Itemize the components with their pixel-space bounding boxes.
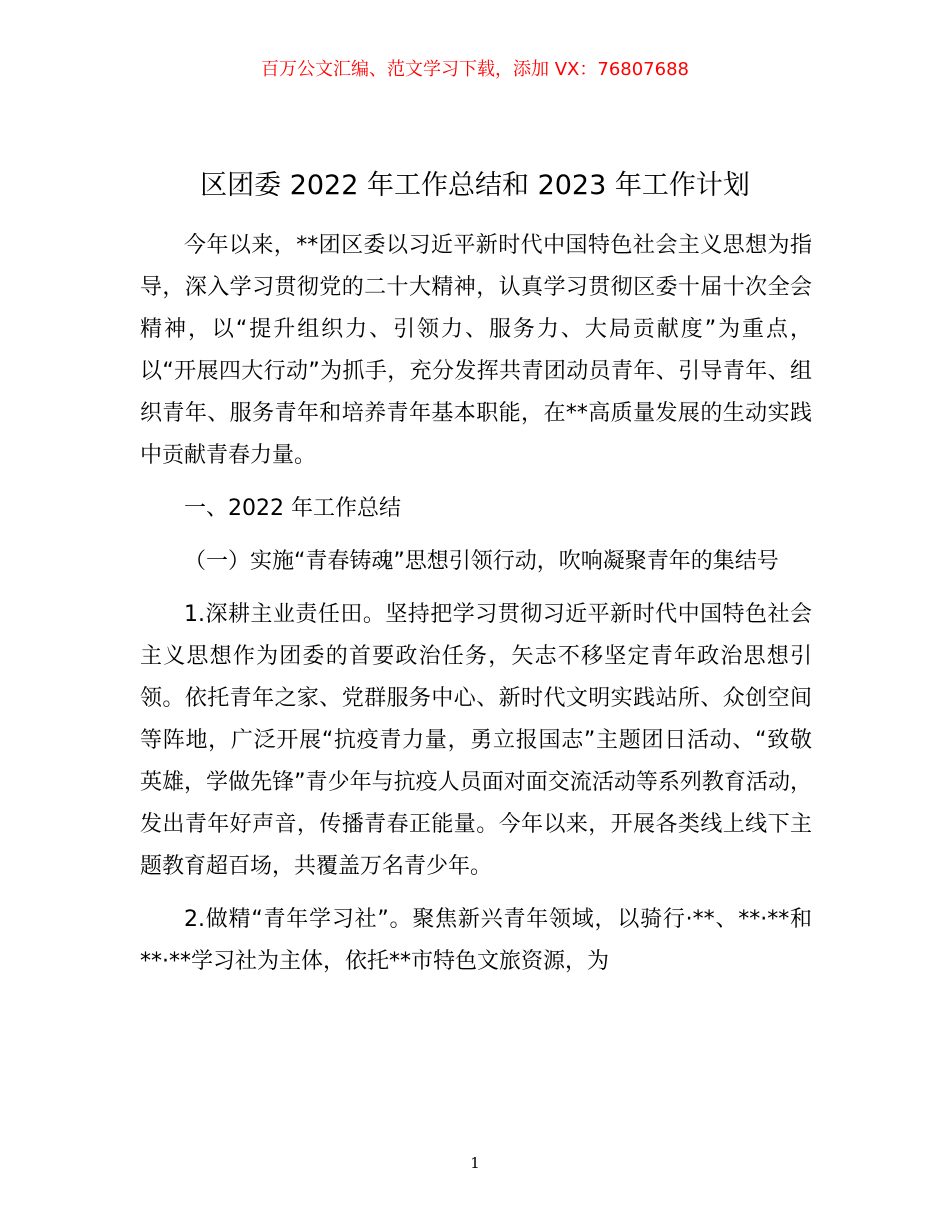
page-number: 1: [470, 1154, 480, 1172]
page-title: 区团委 2022 年工作总结和 2023 年工作计划: [200, 170, 750, 201]
subsection-heading: （一）实施“青春铸魂”思想引领行动，吹响凝聚青年的集结号: [184, 549, 779, 574]
body-paragraph: 1.深耕主业责任田。坚持把学习贯彻习近平新时代中国特色社会主义思想作为团委的首要政治任务，矢志不移坚定青年政治思想引领。依托青年之家、党群服务中心、新时代文明实践站所、众创空间等阵地，广泛开展“抗疫青力量，勇立报国志”主题团日活动、“致敬英雄，学做先锋”青少年与抗疫人员面对面交流活动等系列教育活动，发出青年好声音，传播青春正能量。今年以来，开展各类线上线下主题教育超百场，共覆盖万名青少年。: [140, 602, 812, 879]
intro-paragraph: 今年以来，**团区委以习近平新时代中国特色社会主义思想为指导，深入学习贯彻党的二十大精神，认真学习贯彻区委十届十次全会精神，以“提升组织力、引领力、服务力、大局贡献度”为重点，以“开展四大行动”为抓手，充分发挥共青团动员青年、引导青年、组织青年、服务青年和培养青年基本职能，在**高质量发展的生动实践中贡献青春力量。: [140, 233, 812, 468]
section-heading: 一、2022 年工作总结: [184, 496, 401, 521]
body-paragraph: 2.做精“青年学习社”。聚焦新兴青年领域，以骑行·**、**·**和**·**学习社为主体，依托**市特色文旅资源，为: [140, 907, 812, 974]
promo-header: 百万公文汇编、范文学习下载，添加 VX：76807688: [261, 59, 689, 80]
document-body: [140, 225, 812, 994]
